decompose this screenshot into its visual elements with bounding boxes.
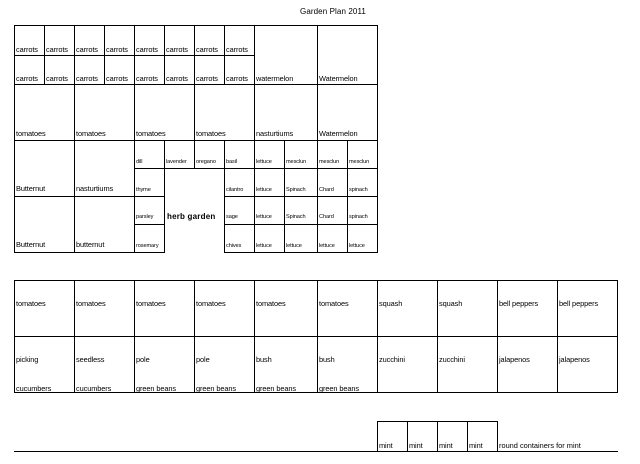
carrot-cell <box>134 25 165 56</box>
carrot-cell <box>44 55 75 85</box>
carrot-cell <box>224 25 255 56</box>
cell-label: carrots <box>166 45 188 54</box>
greens-cell <box>347 196 378 225</box>
bed2-cell <box>557 280 618 337</box>
cell-label: Watermelon <box>319 74 358 83</box>
bed2-cell <box>557 336 618 393</box>
greens-cell <box>284 196 318 225</box>
cell-label: lettuce <box>256 214 272 220</box>
greens-cell <box>254 196 285 225</box>
cell-label: carrots <box>76 74 98 83</box>
bed2-cell <box>377 280 438 337</box>
herb-cell <box>224 140 255 169</box>
cell-label: Butternut <box>16 184 46 193</box>
cell-label: mint <box>409 441 423 450</box>
cell-label: tomatoes <box>16 129 46 138</box>
cell-label: carrots <box>106 45 128 54</box>
cell-label: tomatoes <box>136 299 166 308</box>
cell-label: lettuce <box>256 187 272 193</box>
bed2-cell <box>254 280 318 337</box>
mint-cell <box>467 421 498 452</box>
watermelon-cell <box>317 25 378 85</box>
bed2-cell <box>437 280 498 337</box>
bed2-cell <box>317 280 378 337</box>
herb-garden-cell <box>164 168 225 253</box>
herb-cell <box>224 168 255 197</box>
tomato-cell <box>14 84 75 141</box>
cell-label: lettuce <box>349 243 365 249</box>
cell-label: mint <box>379 441 393 450</box>
greens-cell <box>254 140 285 169</box>
cell-label: basil <box>226 159 238 165</box>
cell-label: Spinach <box>286 214 306 220</box>
bed2-cell <box>194 280 255 337</box>
herb-cell <box>134 196 165 225</box>
carrot-cell <box>164 55 195 85</box>
cell-label: carrots <box>136 74 158 83</box>
cell-label: Chard <box>319 187 334 193</box>
butternut-cell <box>14 140 75 197</box>
bed2-cell <box>74 336 135 393</box>
mint-cell <box>377 421 408 452</box>
carrot-cell <box>104 55 135 85</box>
greens-cell <box>254 224 285 253</box>
cell-label: pole <box>196 355 210 364</box>
cell-label: carrots <box>196 74 218 83</box>
cell-label: picking <box>16 355 39 364</box>
greens-cell <box>317 140 348 169</box>
cell-label: carrots <box>46 45 68 54</box>
cell-label: mesclun <box>286 159 307 165</box>
cell-label: cilantro <box>226 187 244 193</box>
carrot-cell <box>164 25 195 56</box>
cell-label: squash <box>379 299 403 308</box>
carrot-cell <box>74 55 105 85</box>
cell-label: mesclun <box>319 159 340 165</box>
bed2-cell <box>134 280 195 337</box>
cell-label: bell peppers <box>499 299 539 308</box>
cell-label: tomatoes <box>76 129 106 138</box>
greens-cell <box>284 168 318 197</box>
watermelon-cell <box>254 25 318 85</box>
greens-cell <box>347 224 378 253</box>
bed2-cell <box>437 336 498 393</box>
cell-label: cucumbers <box>76 384 112 393</box>
herb-garden-label: herb garden <box>167 212 216 221</box>
bed2-cell <box>14 336 75 393</box>
bed2-cell <box>254 336 318 393</box>
cell-label: carrots <box>136 45 158 54</box>
cell-label: carrots <box>16 45 38 54</box>
cell-label: zucchini <box>379 355 405 364</box>
bed2-cell <box>497 280 558 337</box>
cell-label: mesclun <box>349 159 370 165</box>
cell-label: tomatoes <box>196 299 226 308</box>
greens-cell <box>284 224 318 253</box>
carrot-cell <box>224 55 255 85</box>
greens-cell <box>317 196 348 225</box>
cell-label: bush <box>256 355 272 364</box>
carrot-cell <box>74 25 105 56</box>
tomato-cell <box>194 84 255 141</box>
bed2-cell <box>74 280 135 337</box>
nasturtium-cell <box>254 84 318 141</box>
cell-label: carrots <box>226 74 248 83</box>
cell-label: pole <box>136 355 150 364</box>
cell-label: jalapenos <box>559 355 590 364</box>
greens-cell <box>284 140 318 169</box>
carrot-cell <box>44 25 75 56</box>
cell-label: nasturtiums <box>256 129 294 138</box>
butternut-cell <box>74 196 135 253</box>
herb-cell <box>134 168 165 197</box>
bed2-cell <box>194 336 255 393</box>
bed2-cell <box>14 280 75 337</box>
cell-label: carrots <box>106 74 128 83</box>
cell-label: tomatoes <box>136 129 166 138</box>
carrot-cell <box>14 55 45 85</box>
ground-line <box>14 451 618 452</box>
herb-cell <box>134 224 165 253</box>
cell-label: carrots <box>166 74 188 83</box>
cell-label: thyme <box>136 187 151 193</box>
cell-label: Chard <box>319 214 334 220</box>
cell-label: oregano <box>196 159 216 165</box>
cell-label: mint <box>439 441 453 450</box>
cell-label: carrots <box>196 45 218 54</box>
butternut-cell <box>14 196 75 253</box>
carrot-cell <box>104 25 135 56</box>
cell-label: mint <box>469 441 483 450</box>
cell-label: zucchini <box>439 355 465 364</box>
cell-label: carrots <box>76 45 98 54</box>
greens-cell <box>347 168 378 197</box>
greens-cell <box>317 168 348 197</box>
cell-label: nasturtiums <box>76 184 114 193</box>
bed2-cell <box>134 336 195 393</box>
cell-label: tomatoes <box>319 299 349 308</box>
mint-cell <box>407 421 438 452</box>
cell-label: bush <box>319 355 335 364</box>
cell-label: chives <box>226 243 242 249</box>
cell-label: squash <box>439 299 463 308</box>
cell-label: spinach <box>349 214 368 220</box>
page-title: Garden Plan 2011 <box>300 7 366 16</box>
herb-cell <box>194 140 225 169</box>
cell-label: lettuce <box>319 243 335 249</box>
cell-label: carrots <box>46 74 68 83</box>
cell-label: bell peppers <box>559 299 599 308</box>
cell-label: green beans <box>136 384 176 393</box>
cell-label: Spinach <box>286 187 306 193</box>
cell-label: lettuce <box>256 243 272 249</box>
cell-label: butternut <box>76 240 105 249</box>
herb-cell <box>224 196 255 225</box>
nasturtium-cell <box>74 140 135 197</box>
cell-label: tomatoes <box>16 299 46 308</box>
cell-label: green beans <box>196 384 236 393</box>
carrot-cell <box>14 25 45 56</box>
cell-label: green beans <box>319 384 359 393</box>
cell-label: carrots <box>226 45 248 54</box>
cell-label: watermelon <box>256 74 294 83</box>
greens-cell <box>317 224 348 253</box>
greens-cell <box>254 168 285 197</box>
cell-label: lettuce <box>286 243 302 249</box>
cell-label: tomatoes <box>76 299 106 308</box>
cell-label: dill <box>136 159 143 165</box>
greens-cell <box>347 140 378 169</box>
cell-label: Butternut <box>16 240 46 249</box>
carrot-cell <box>194 55 225 85</box>
cell-label: lavender <box>166 159 187 165</box>
tomato-cell <box>134 84 195 141</box>
cell-label: green beans <box>256 384 296 393</box>
cell-label: cucumbers <box>16 384 52 393</box>
cell-label: carrots <box>16 74 38 83</box>
bed2-cell <box>497 336 558 393</box>
bed2-cell <box>317 336 378 393</box>
mint-note: round containers for mint <box>499 441 581 450</box>
cell-label: parsley <box>136 214 154 220</box>
tomato-cell <box>74 84 135 141</box>
cell-label: spinach <box>349 187 368 193</box>
carrot-cell <box>134 55 165 85</box>
cell-label: tomatoes <box>196 129 226 138</box>
herb-cell <box>134 140 165 169</box>
cell-label: Watermelon <box>319 129 358 138</box>
herb-cell <box>164 140 195 169</box>
cell-label: seedless <box>76 355 105 364</box>
cell-label: tomatoes <box>256 299 286 308</box>
cell-label: lettuce <box>256 159 272 165</box>
carrot-cell <box>194 25 225 56</box>
cell-label: sage <box>226 214 238 220</box>
mint-cell <box>437 421 468 452</box>
bed2-cell <box>377 336 438 393</box>
watermelon-cell <box>317 84 378 141</box>
cell-label: rosemary <box>136 243 159 249</box>
cell-label: jalapenos <box>499 355 530 364</box>
herb-cell <box>224 224 255 253</box>
